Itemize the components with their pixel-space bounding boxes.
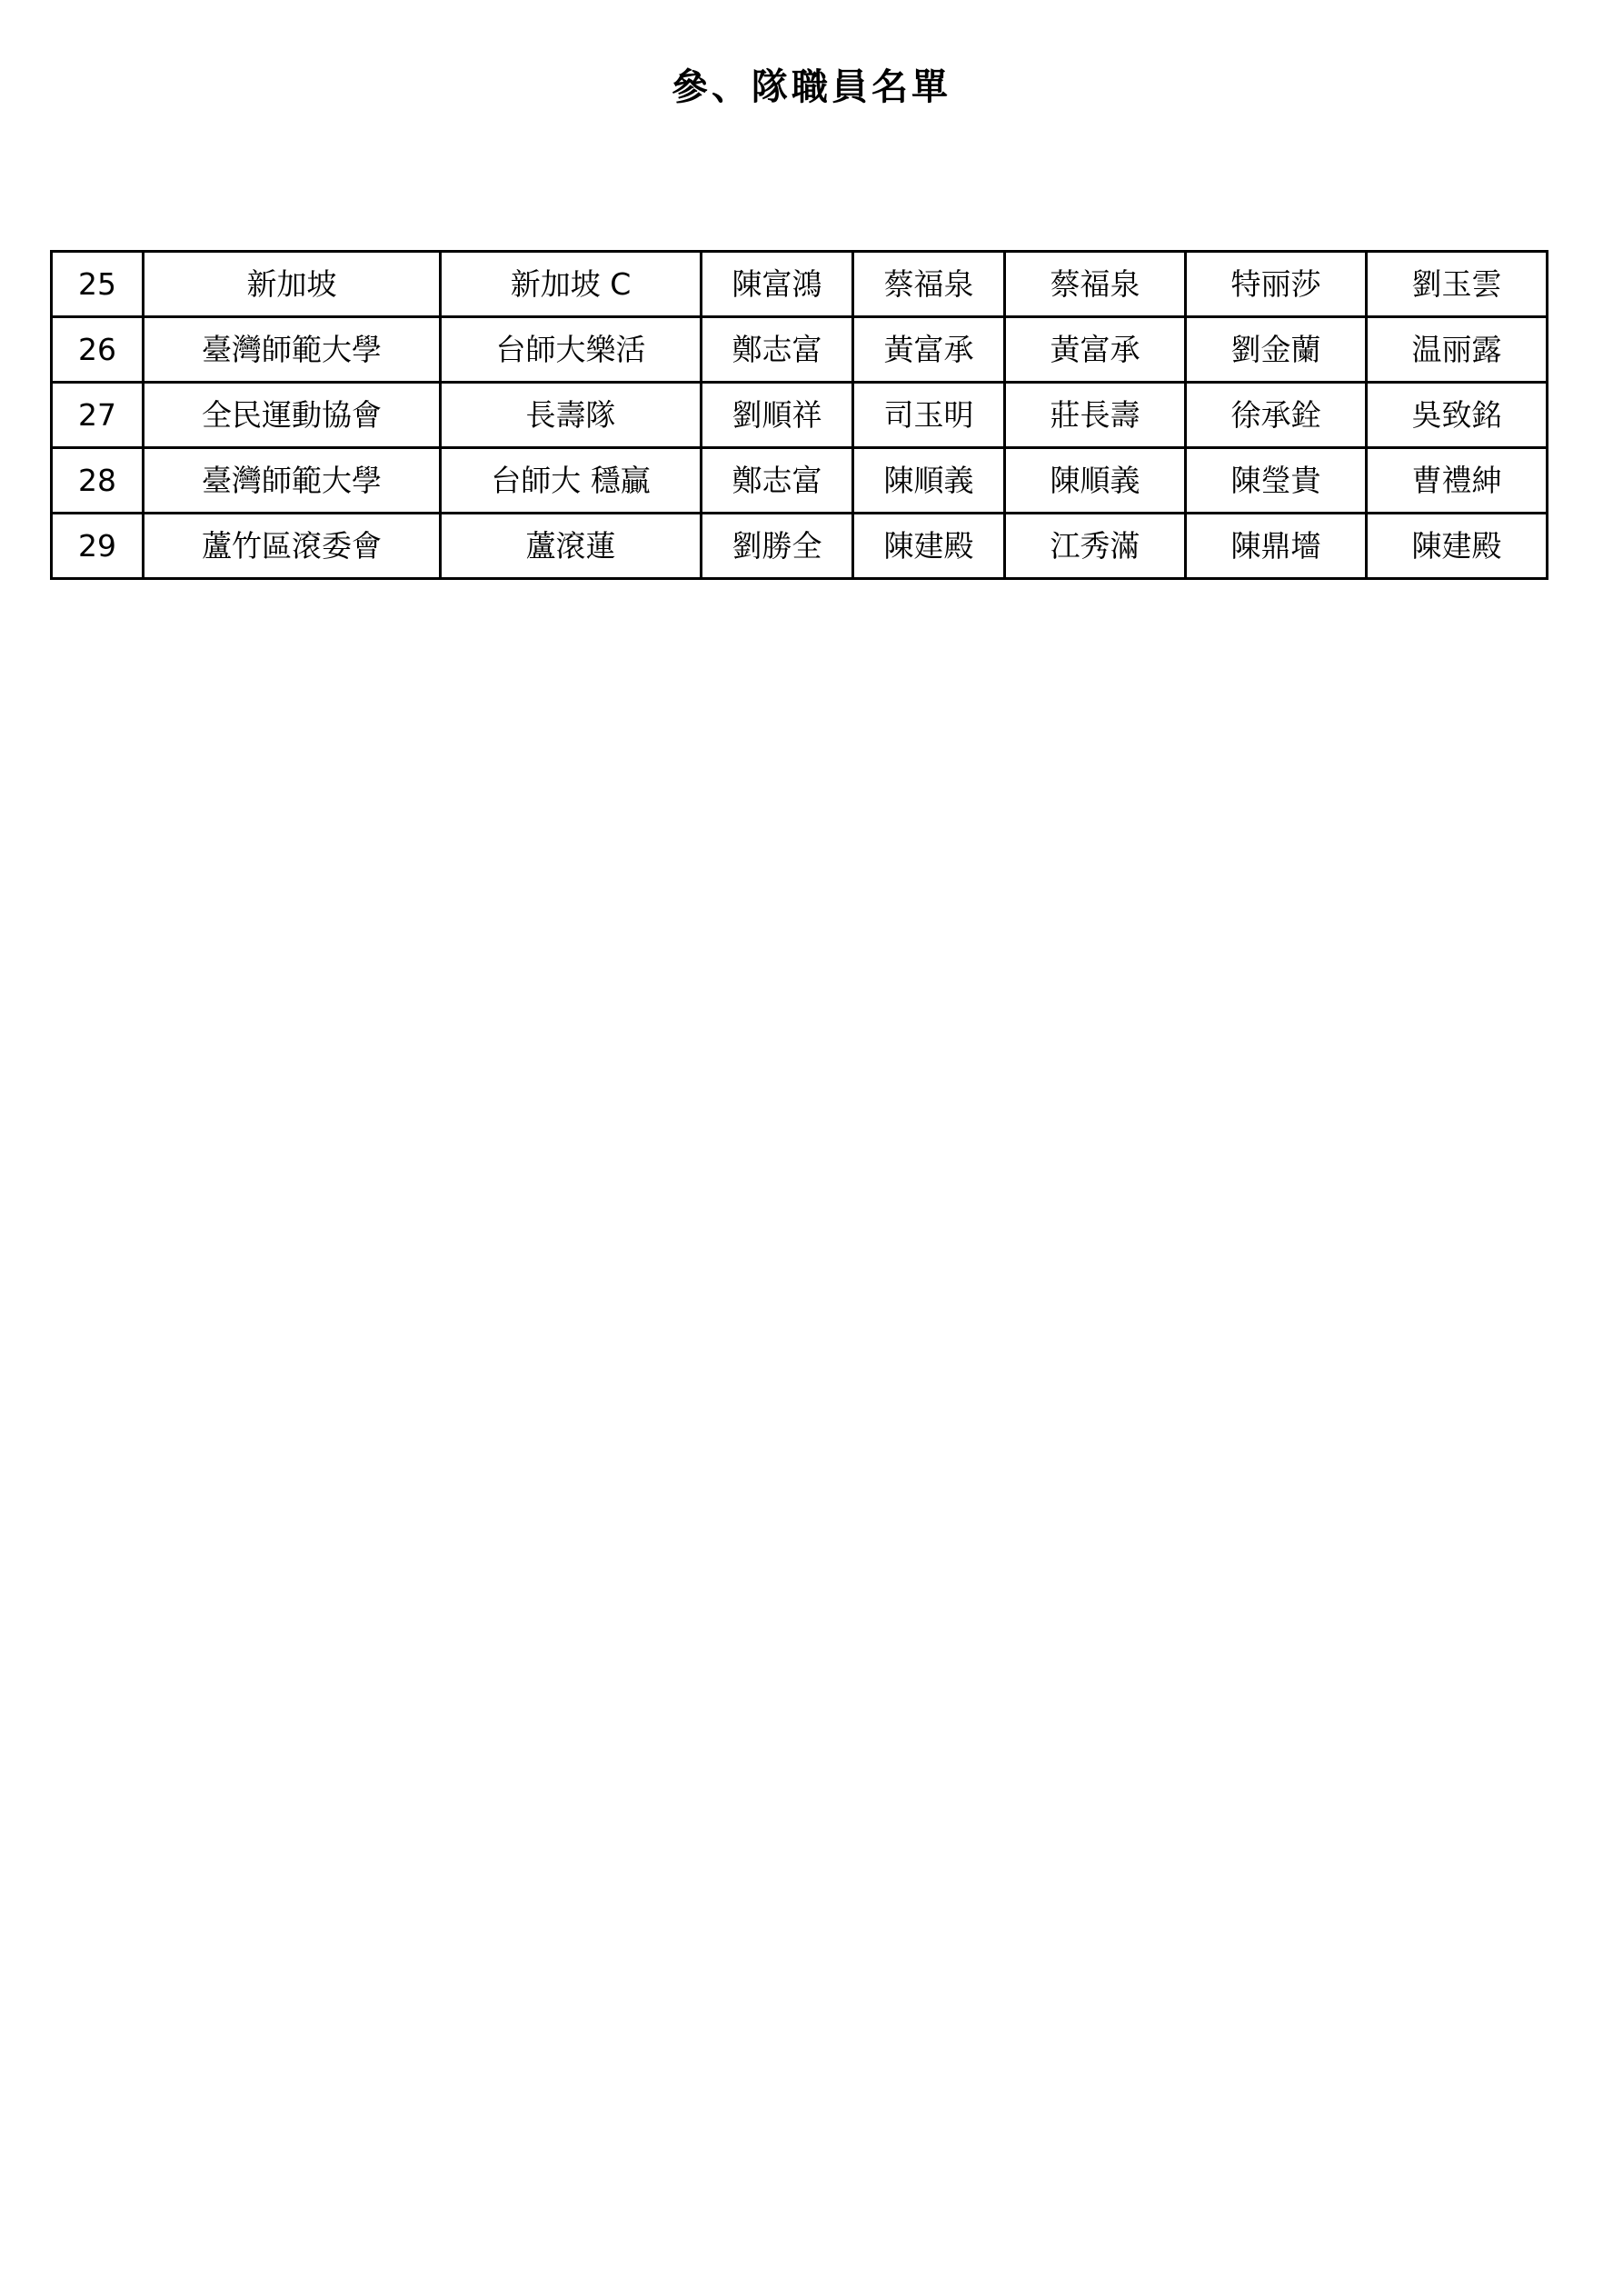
table-row bbox=[52, 317, 1548, 383]
staff-cell: 陳富鴻 bbox=[702, 252, 853, 317]
staff-cell: 劉順祥 bbox=[702, 383, 853, 448]
table-row bbox=[52, 514, 1548, 579]
row-number: 25 bbox=[52, 252, 144, 317]
staff-cell: 徐承銓 bbox=[1186, 383, 1367, 448]
staff-cell: 鄭志富 bbox=[702, 317, 853, 383]
staff-cell: 陳順義 bbox=[1005, 448, 1186, 514]
staff-cell: 陳鼎墻 bbox=[1186, 514, 1367, 579]
team-name-cell: 長壽隊 bbox=[441, 383, 702, 448]
team-name-cell: 台師大 穩贏 bbox=[441, 448, 702, 514]
row-number: 28 bbox=[52, 448, 144, 514]
staff-cell: 吳致銘 bbox=[1367, 383, 1548, 448]
staff-cell: 劉玉雲 bbox=[1367, 252, 1548, 317]
staff-cell: 特丽莎 bbox=[1186, 252, 1367, 317]
table-row bbox=[52, 252, 1548, 317]
row-number: 26 bbox=[52, 317, 144, 383]
staff-cell: 陳建殿 bbox=[853, 514, 1005, 579]
row-number: 29 bbox=[52, 514, 144, 579]
table-row bbox=[52, 448, 1548, 514]
row-number: 27 bbox=[52, 383, 144, 448]
team-name-cell: 台師大樂活 bbox=[441, 317, 702, 383]
staff-cell: 莊長壽 bbox=[1005, 383, 1186, 448]
staff-cell: 温丽露 bbox=[1367, 317, 1548, 383]
roster-table bbox=[50, 250, 1548, 580]
staff-cell: 黃富承 bbox=[853, 317, 1005, 383]
organization-cell: 臺灣師範大學 bbox=[144, 317, 441, 383]
staff-cell: 劉勝全 bbox=[702, 514, 853, 579]
team-name-cell: 蘆滾蓮 bbox=[441, 514, 702, 579]
staff-cell: 陳順義 bbox=[853, 448, 1005, 514]
staff-cell: 鄭志富 bbox=[702, 448, 853, 514]
staff-cell: 蔡福泉 bbox=[853, 252, 1005, 317]
organization-cell: 臺灣師範大學 bbox=[144, 448, 441, 514]
staff-cell: 蔡福泉 bbox=[1005, 252, 1186, 317]
staff-cell: 江秀滿 bbox=[1005, 514, 1186, 579]
staff-cell: 曹禮紳 bbox=[1367, 448, 1548, 514]
team-name-cell: 新加坡 C bbox=[441, 252, 702, 317]
organization-cell: 新加坡 bbox=[144, 252, 441, 317]
staff-cell: 陳瑩貴 bbox=[1186, 448, 1367, 514]
staff-cell: 陳建殿 bbox=[1367, 514, 1548, 579]
table-row bbox=[52, 383, 1548, 448]
organization-cell: 全民運動協會 bbox=[144, 383, 441, 448]
organization-cell: 蘆竹區滾委會 bbox=[144, 514, 441, 579]
staff-cell: 黃富承 bbox=[1005, 317, 1186, 383]
page-title: 參、隊職員名單 bbox=[672, 66, 951, 108]
staff-cell: 司玉明 bbox=[853, 383, 1005, 448]
staff-cell: 劉金蘭 bbox=[1186, 317, 1367, 383]
